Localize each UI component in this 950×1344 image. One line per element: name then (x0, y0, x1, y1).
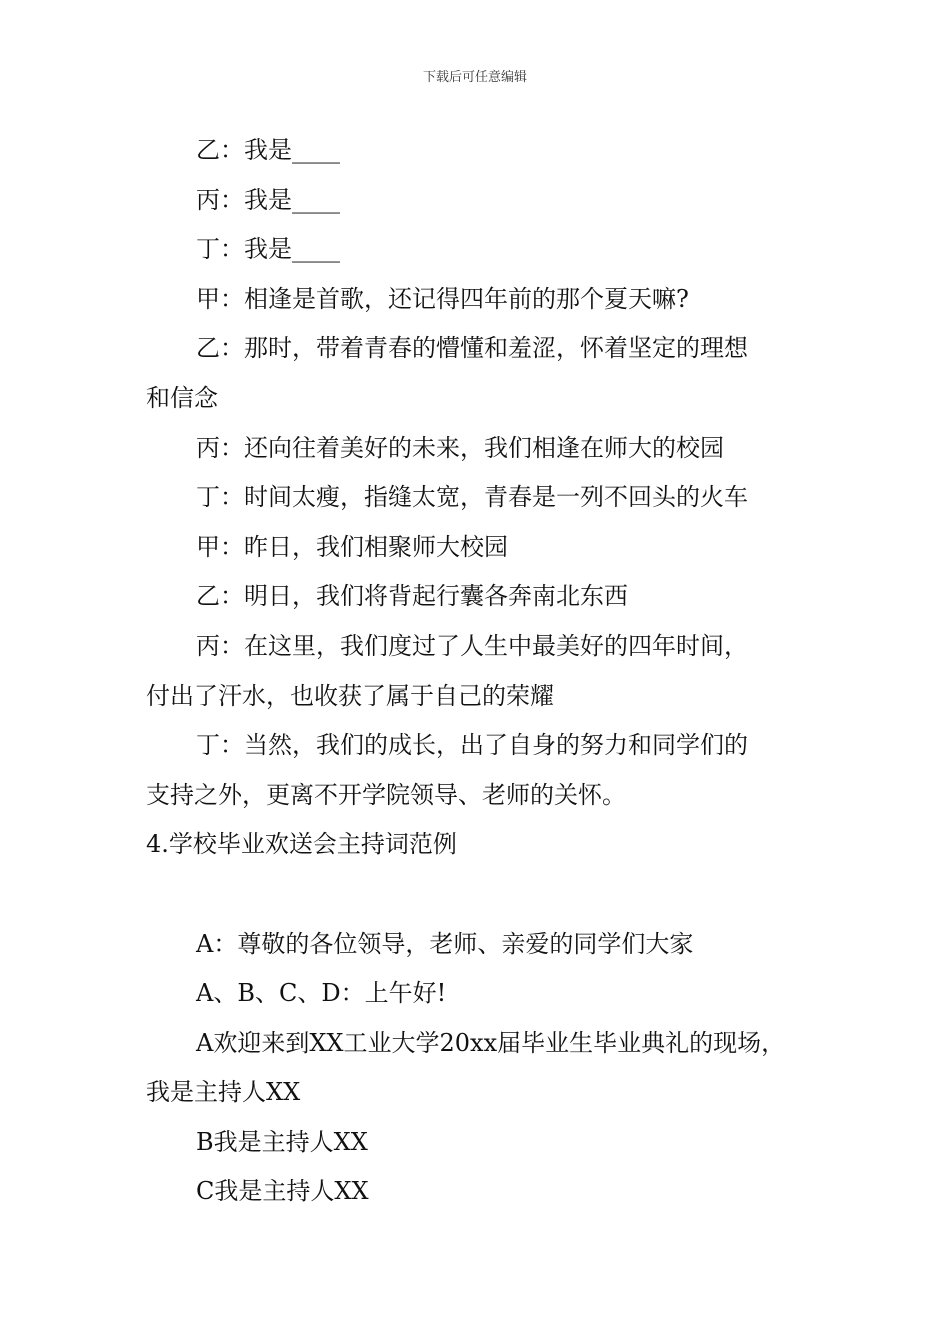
document-body (146, 126, 810, 1217)
paragraph: 乙：我是____ (196, 136, 340, 164)
paragraph: 丙：我是____ (196, 185, 340, 214)
page-header: 下载后可任意编辑 (422, 70, 527, 85)
paragraph: C我是主持人XX (196, 1177, 369, 1206)
paragraph: 乙：明日，我们将背起行囊各奔南北东西 (196, 582, 628, 611)
paragraph-continuation: 付出了汗水，也收获了属于自己的荣耀 (146, 681, 554, 710)
paragraph: 丁：时间太瘦，指缝太宽，青春是一列不回头的火车 (196, 483, 748, 512)
section-heading: 4.学校毕业欢送会主持词范例 (146, 830, 457, 859)
paragraph: A、B、C、D：上午好! (196, 979, 447, 1008)
blank-line (146, 870, 810, 920)
paragraph: 丁：我是____ (196, 235, 340, 264)
paragraph: 丙：在这里，我们度过了人生中最美好的四年时间， (196, 631, 748, 660)
paragraph: A欢迎来到XX工业大学20xx届毕业生毕业典礼的现场， (196, 1028, 786, 1057)
paragraph-continuation: 我是主持人XX (146, 1078, 301, 1107)
paragraph: 丁：当然，我们的成长，出了自身的努力和同学们的 (196, 731, 748, 760)
paragraph-continuation: 支持之外，更离不开学院领导、老师的关怀。 (146, 780, 626, 809)
paragraph: 乙：那时，带着青春的懵懂和羞涩，怀着坚定的理想 (196, 334, 748, 363)
paragraph: 甲：昨日，我们相聚师大校园 (196, 532, 508, 561)
paragraph-continuation: 和信念 (146, 383, 218, 412)
paragraph: 丙：还向往着美好的未来，我们相逢在师大的校园 (196, 433, 724, 462)
paragraph: 甲：相逢是首歌，还记得四年前的那个夏天嘛? (196, 284, 689, 313)
paragraph: A：尊敬的各位领导，老师、亲爱的同学们大家 (196, 929, 694, 958)
paragraph: B我是主持人XX (196, 1127, 368, 1156)
